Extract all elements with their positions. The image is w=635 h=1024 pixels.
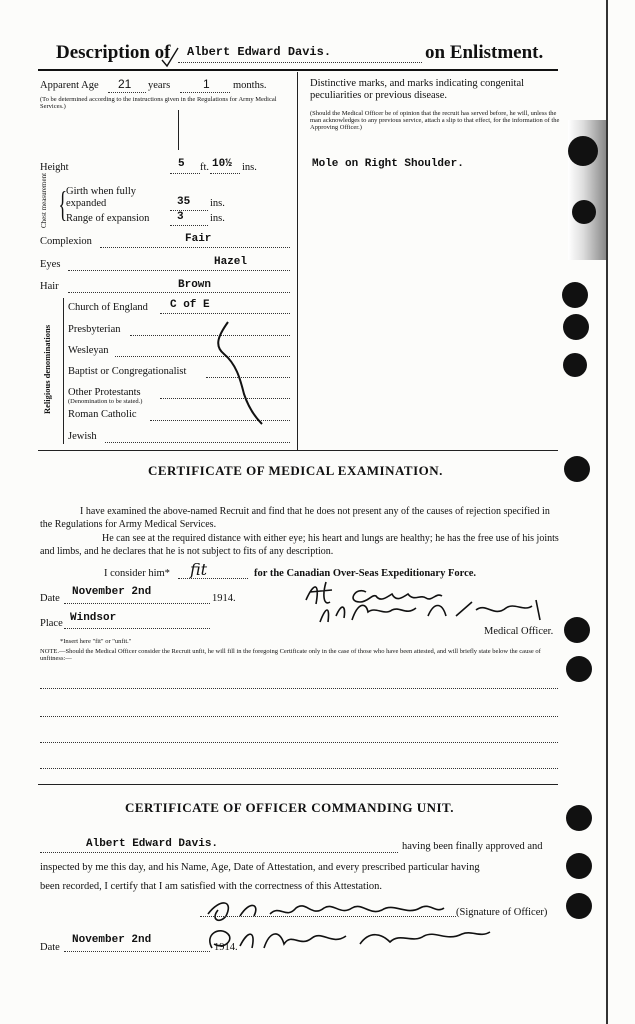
religion-wesleyan: Wesleyan (68, 345, 109, 356)
commanding-officer-signature (200, 894, 500, 954)
medical-year: 1914. (212, 593, 236, 604)
punch-hole (566, 805, 592, 831)
religions-bracket (63, 298, 64, 444)
page-edge (606, 0, 608, 1024)
signature-line (200, 916, 456, 917)
officer-title: CERTIFICATE OF OFFICER COMMANDING UNIT. (125, 800, 454, 815)
religion-other-note: (Denomination to be stated.) (68, 398, 143, 405)
religion-rc: Roman Catholic (68, 409, 137, 420)
complexion-value: Fair (185, 233, 212, 245)
girth-label: Girth when fully expanded (66, 186, 136, 209)
medical-officer-label: Medical Officer. (484, 626, 554, 637)
medical-officer-signature (296, 572, 558, 626)
punch-hole (566, 893, 592, 919)
eyes-value: Hazel (214, 256, 248, 268)
complexion-line (100, 247, 290, 248)
age-months: 1 (203, 77, 210, 91)
religion-line-1 (160, 313, 290, 314)
religion-handwritten-mark (210, 318, 270, 428)
religions-label-text: Religious denominations (42, 324, 52, 414)
section-rule-1 (38, 450, 558, 451)
range-line (170, 225, 208, 226)
insert-note: *Insert here "fit" or "unfit." (60, 638, 132, 645)
religion-jewish: Jewish (68, 431, 97, 442)
check-mark (160, 46, 180, 68)
header-prefix: Description of (56, 42, 171, 63)
height-ins-label: ins. (242, 162, 257, 173)
age-note: (To be determined according to the instructions given in the Regulations for Army Medical Services.) (40, 96, 277, 110)
complexion-label: Complexion (40, 236, 92, 247)
religions-label (42, 325, 52, 414)
unfit-line-2 (40, 716, 558, 717)
officer-year: 1914. (214, 942, 238, 953)
religion-baptist: Baptist or Congregationalist (68, 366, 187, 377)
consider-line (178, 578, 248, 579)
unfit-note: NOTE.—Should the Medical Officer consider the Recruit unfit, he will fill in the foregoing Certificate only in the case of those who have been attested, and will briefly state below the cause of unfitness:— (40, 648, 541, 662)
officer-name-value: Albert Edward Davis. (86, 838, 219, 850)
punch-hole (566, 656, 592, 682)
officer-date-label: Date (40, 942, 60, 953)
consider-value: fit (190, 560, 208, 579)
hair-value: Brown (178, 279, 212, 291)
punch-hole (568, 136, 598, 166)
medical-date-value: November 2nd (72, 586, 152, 598)
officer-name-line (40, 852, 398, 853)
years-label: years (148, 80, 171, 91)
height-inches-line (210, 173, 240, 174)
consider-suffix: for the Canadian Over-Seas Expeditionary Force. (254, 568, 477, 579)
header-rule (38, 69, 558, 71)
officer-text-3: been recorded, I certify that I am satisfied with the correctness of this Attestation. (40, 881, 383, 892)
range-value: 3 (177, 211, 184, 223)
age-bracket (178, 110, 179, 150)
chest-label: Chest measurement (40, 172, 48, 228)
officer-text-1: having been finally approved and (402, 841, 543, 852)
unfit-line-1 (40, 688, 558, 689)
punch-hole (566, 853, 592, 879)
unfit-line-3 (40, 742, 558, 743)
hair-label: Hair (40, 281, 59, 292)
marks-value: Mole on Right Shoulder. (312, 158, 464, 170)
officer-date-line (64, 951, 210, 952)
height-feet: 5 (178, 158, 185, 170)
medical-title: CERTIFICATE OF MEDICAL EXAMINATION. (148, 463, 443, 478)
marks-title: Distinctive marks, and marks indicating congenital peculiarities or previous disease. (310, 78, 525, 101)
religion-other: Other Protestants (68, 387, 141, 398)
religion-presbyterian: Presbyterian (68, 324, 121, 335)
religion-line-7 (105, 442, 290, 443)
punch-hole (562, 282, 588, 308)
girth-value: 35 (177, 196, 191, 208)
punch-hole (572, 200, 596, 224)
medical-para-1: I have examined the above-named Recruit and find that he does not present any of the causes of rejection specified in the Regulations for Army Medical Services. (40, 506, 550, 530)
age-years: 21 (118, 77, 132, 91)
hair-line (68, 292, 290, 293)
apparent-age-label: Apparent Age (40, 80, 99, 91)
recruit-name: Albert Edward Davis. (187, 45, 332, 59)
signature-label: (Signature of Officer) (456, 907, 548, 918)
eyes-line (68, 270, 290, 271)
medical-place-label: Place (40, 618, 63, 629)
age-months-line (180, 92, 230, 93)
ft-label: ft. (200, 162, 210, 173)
eyes-label: Eyes (40, 259, 61, 270)
name-underline (178, 62, 422, 63)
punch-hole (563, 314, 589, 340)
officer-date-value: November 2nd (72, 934, 152, 946)
punch-hole (563, 353, 587, 377)
height-feet-line (170, 173, 200, 174)
medical-date-line (64, 603, 210, 604)
range-ins-label: ins. (210, 213, 225, 224)
range-label: Range of expansion (66, 213, 150, 224)
section-rule-2 (38, 784, 558, 785)
months-label: months. (233, 80, 267, 91)
punch-hole (564, 617, 590, 643)
marks-note: (Should the Medical Officer be of opinion that the recruit has served before, he will, unless the man acknowledges to any previous service, attach a slip to that effect, for the information of the Approving Officer.) (310, 110, 560, 131)
medical-para-2: He can see at the required distance with either eye; his heart and lungs are healthy; he has the free use of his joints and limbs, and he declares that he is not subject to fits of any description. (40, 533, 559, 557)
header-suffix: on Enlistment. (425, 42, 544, 63)
religion-c-of-e: Church of England (68, 302, 148, 313)
chest-brace: { (58, 184, 67, 224)
officer-text-2: inspected by me this day, and his Name, Age, Date of Attestation, and every prescribed particular having (40, 862, 480, 873)
column-divider (297, 72, 298, 450)
consider-prefix: I consider him* (104, 568, 170, 579)
age-years-line (108, 92, 146, 93)
girth-ins-label: ins. (210, 198, 225, 209)
height-label: Height (40, 162, 69, 173)
medical-date-label: Date (40, 593, 60, 604)
medical-place-line (64, 628, 210, 629)
religion-c-of-e-value: C of E (170, 299, 210, 311)
punch-hole (564, 456, 590, 482)
unfit-line-4 (40, 768, 558, 769)
girth-line (170, 210, 208, 211)
height-inches: 10½ (212, 158, 232, 170)
medical-place-value: Windsor (70, 612, 117, 624)
